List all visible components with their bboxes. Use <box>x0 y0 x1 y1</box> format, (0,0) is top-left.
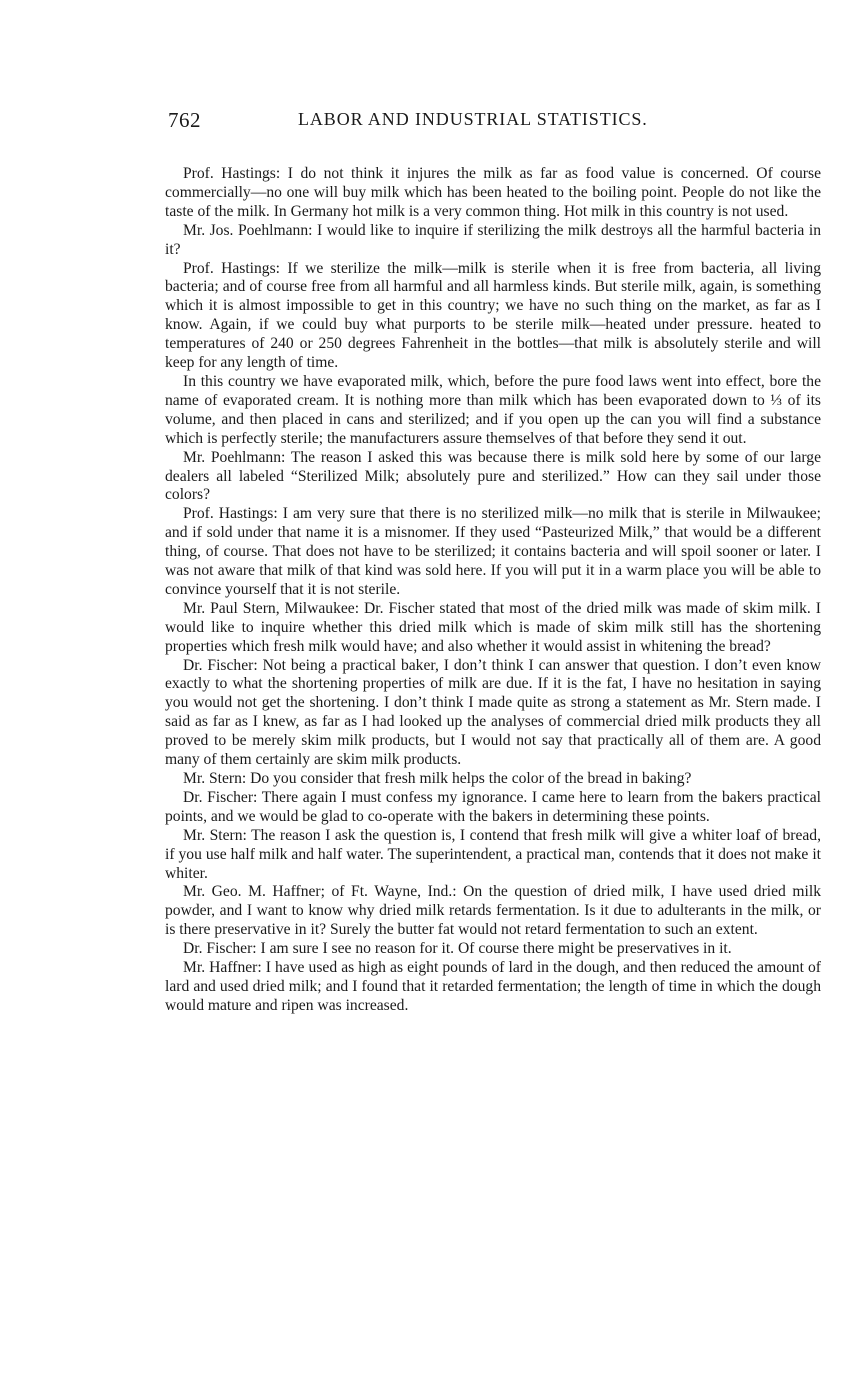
paragraph: Dr. Fischer: There again I must confess my ignorance. I came here to learn from the bakers practical points, and we would be glad to co-operate with the bakers in determining these points. <box>165 788 821 825</box>
running-title: LABOR AND INDUSTRIAL STATISTICS. <box>298 109 648 129</box>
paragraph: Mr. Stern: Do you consider that fresh milk helps the color of the bread in baking? <box>183 770 692 787</box>
paragraph: Prof. Hastings: If we sterilize the milk—milk is sterile when it is free from bacteria, all living bacteria; and of course free from all harmful and all harmless kinds. But sterile milk, again, is something which it is almost impossible to get in this country; we have no such thing on the market, as far as I know. Again, if we could buy what purports to be sterile milk—heated under pressure. heated to temperatures of 240 or 250 degrees Fahrenheit in the bottles—that milk is absolutely sterile and will keep for any length of time. <box>165 259 821 372</box>
body-text <box>165 165 821 1016</box>
paragraph: Mr. Stern: The reason I ask the question is, I contend that fresh milk will give a whiter loaf of bread, if you use half milk and half water. The superintendent, a practical man, contends that it does not make it whiter. <box>165 826 821 882</box>
paragraph: Mr. Paul Stern, Milwaukee: Dr. Fischer stated that most of the dried milk was made of skim milk. I would like to inquire whether this dried milk which is made of skim milk still has the shortening properties which fresh milk would have; and also whether it would assist in whitening the bread? <box>165 599 821 655</box>
paragraph: Mr. Poehlmann: The reason I asked this was because there is milk sold here by some of our large dealers all labeled “Sterilized Milk; absolutely pure and sterilized.” How can they sail under those colors? <box>165 448 821 504</box>
paragraph: Prof. Hastings: I am very sure that there is no sterilized milk—no milk that is sterile in Milwaukee; and if sold under that name it is a misnomer. If they used “Pasteurized Milk,” that would be a different thing, of course. That does not have to be sterilized; it contains bacteria and will spoil sooner or later. I was not aware that milk of that kind was sold here. If you will put it in a warm place you will be able to convince yourself that it is not sterile. <box>165 505 821 598</box>
page-header <box>168 108 822 132</box>
paragraph: Mr. Geo. M. Haffner; of Ft. Wayne, Ind.: On the question of dried milk, I have used dried milk powder, and I want to know why dried milk retards fermentation. Is it due to adulterants in the milk, or is there preservative in it? Surely the butter fat would not retard fermentation to such an extent. <box>165 883 821 939</box>
paragraph: Prof. Hastings: I do not think it injures the milk as far as food value is concerned. Of course commercially—no one will buy milk which has been heated to the boiling point. People do not like the taste of the milk. In Germany hot milk is a very common thing. Hot milk in this country is not used. <box>165 165 821 220</box>
paragraph: Dr. Fischer: Not being a practical baker, I don’t think I can answer that question. I don’t even know exactly to what the shortening properties of milk are due. If it is the fat, I have no hesitation in saying you would not get the shortening. I don’t think I made quite as strong a statement as Mr. Stern made. I said as far as I knew, as far as I had looked up the analyses of commercial dried milk products they all proved to be merely skim milk products, but I would not say that practically all of them are. A good many of them certainly are skim milk products. <box>165 656 821 769</box>
paragraph: Dr. Fischer: I am sure I see no reason for it. Of course there might be preservatives in it. <box>183 940 732 958</box>
paragraph: In this country we have evaporated milk, which, before the pure food laws went into effect, bore the name of evaporated cream. It is nothing more than milk which has been evaporated down to ⅓ of its volume, and then placed in cans and sterilized; and if you open up the can you will find a substance which is perfectly sterile; the manufacturers assure themselves of that before they send it out. <box>165 372 821 447</box>
page-number: 762 <box>168 108 201 132</box>
paragraph: Mr. Jos. Poehlmann: I would like to inquire if sterilizing the milk destroys all the harmful bacteria in it? <box>165 221 821 258</box>
paragraph: Mr. Haffner: I have used as high as eight pounds of lard in the dough, and then reduced the amount of lard and used dried milk; and I found that it retarded fermentation; the length of time in which the dough would mature and ripen was increased. <box>165 959 821 1014</box>
